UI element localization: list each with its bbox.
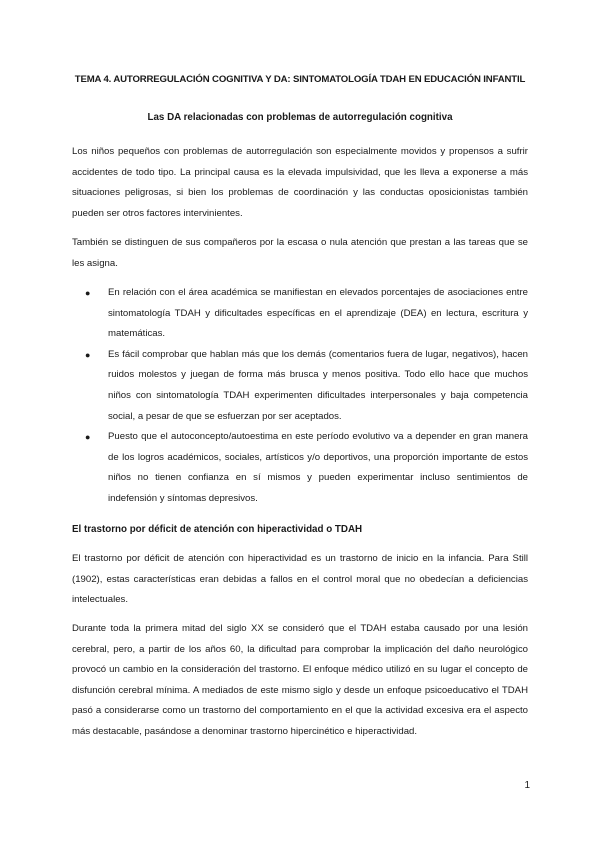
subheading-tdah: El trastorno por déficit de atención con hiperactividad o TDAH: [72, 524, 363, 535]
bullet-text: Puesto que el autoconcepto/autoestima en este período evolutivo va a depender en gran manera de los logros académicos, sociales, artísticos y/o deportivos, una proporción importante de estos niños no tienen confianza en sí mismos y pueden experimentar incluso sentimientos de indefensión y síntomas depresivos.: [108, 431, 528, 504]
symptom-bullet-list: [72, 283, 528, 510]
page-number: 1: [524, 780, 530, 791]
bullet-icon: ●: [85, 288, 91, 298]
section-title: Las DA relacionadas con problemas de autorregulación cognitiva: [147, 112, 453, 123]
bullet-item-social: [72, 345, 528, 427]
paragraph-intro: Los niños pequeños con problemas de autorregulación son especialmente movidos y propensos a sufrir accidentes de todo tipo. La principal causa es la elevada impulsividad, que les lleva a exponerse a más situaciones peligrosas, si bien los problemas de coordinación y las conductas oposicionistas también pueden ser otros factores intervinientes.: [72, 146, 528, 219]
bullet-item-academic: [72, 283, 528, 345]
bullet-text: En relación con el área académica se manifiestan en elevados porcentajes de asociaciones entre sintomatología TDAH y dificultades específicas en el aprendizaje (DEA) en lectura, escritura y matemáticas.: [108, 287, 528, 340]
paragraph-attention: También se distinguen de sus compañeros por la escasa o nula atención que prestan a las tareas que se les asigna.: [72, 237, 528, 269]
paragraph-history: Durante toda la primera mitad del siglo XX se consideró que el TDAH estaba causado por una lesión cerebral, pero, a partir de los años 60, la dificultad para comprobar la implicación del daño neurológico provocó un cambio en la consideración del trastorno. El enfoque médico utilizó en su lugar el concepto de disfunción cerebral mínima. A mediados de este mismo siglo y desde un enfoque psicoeducativo el TDAH pasó a considerarse como un trastorno del comportamiento en el que la actividad excesiva era el aspecto más destacable, pasándose a denominar trastorno hipercinético e hiperactividad.: [72, 623, 528, 737]
bullet-item-self-esteem: [72, 427, 528, 509]
bullet-icon: ●: [85, 432, 91, 443]
paragraph-definition: El trastorno por déficit de atención con hiperactividad es un trastorno de inicio en la infancia. Para Still (1902), estas características eran debidas a fallos en el control moral que no obedecían a deficiencias intelectuales.: [72, 553, 528, 606]
document-title: TEMA 4. AUTORREGULACIÓN COGNITIVA Y DA: SINTOMATOLOGÍA TDAH EN EDUCACIÓN INFANTIL: [74, 74, 526, 85]
bullet-icon: ●: [85, 349, 91, 360]
bullet-text: Es fácil comprobar que hablan más que los demás (comentarios fuera de lugar, negativos), hacen ruidos molestos y juegan de forma más brusca y menos positiva. Todo ello hace que muchos niños con sintomatología TDAH experimenten dificultades interpersonales y baja competencia social, a pesar de que se esfuerzan por ser aceptados.: [108, 348, 528, 422]
